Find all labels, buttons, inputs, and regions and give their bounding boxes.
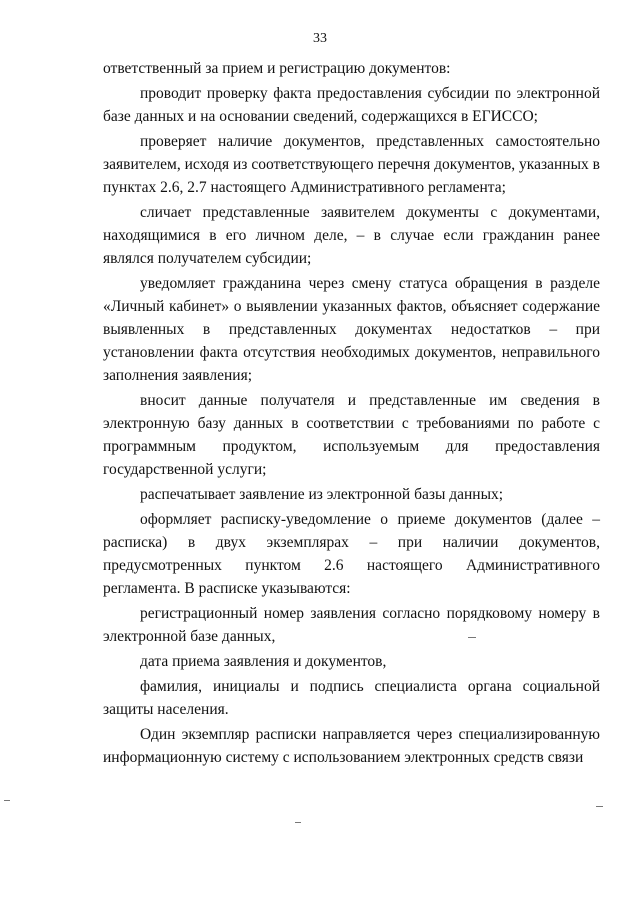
document-body — [103, 57, 600, 771]
paragraph-compare-documents: сличает представленные заявителем документы с документами, находящимися в его личном деле, – в случае если гражданин ранее являлся получателем субсидии; — [103, 204, 600, 267]
paragraph-intro: ответственный за прием и регистрацию документов: — [103, 60, 451, 77]
scan-speck — [4, 800, 10, 801]
paragraph-check-documents: проверяет наличие документов, представленных самостоятельно заявителем, исходя из соответствующего перечня документов, указанных в пунктах 2.6, 2.7 настоящего Административного регламента; — [103, 133, 600, 196]
paragraph-notify-citizen: уведомляет гражданина через смену статуса обращения в разделе «Личный кабинет» о выявлении указанных фактов, объясняет содержание выявленных в представленных документах недостатков – при установлении факта отсутствия необходимых документов, неправильного заполнения заявления; — [103, 275, 600, 384]
paragraph-check-subsidy: проводит проверку факта предоставления субсидии по электронной базе данных и на основании сведений, содержащихся в ЕГИССО; — [103, 85, 600, 125]
scan-speck — [596, 806, 603, 807]
paragraph-receipt-date: дата приема заявления и документов, — [140, 653, 387, 670]
paragraph-registration-number: регистрационный номер заявления согласно порядковому номеру в электронной базе данных, — [103, 605, 600, 645]
paragraph-receipt-copy: Один экземпляр расписки направляется через специализированную информационную систему с использованием электронных средств связи — [103, 726, 600, 766]
paragraph-print-application: распечатывает заявление из электронной базы данных; — [140, 486, 504, 503]
scan-speck — [295, 822, 301, 823]
paragraph-specialist-signature: фамилия, инициалы и подпись специалиста органа социальной защиты населения. — [103, 678, 600, 718]
scan-speck — [468, 637, 476, 638]
paragraph-issue-receipt: оформляет расписку-уведомление о приеме документов (далее – расписка) в двух экземплярах – при наличии документов, предусмотренных пунктом 2.6 настоящего Административного регламента. В расписке указываются: — [103, 511, 600, 597]
paragraph-enter-data: вносит данные получателя и представленные им сведения в электронную базу данных в соответствии с требованиями по работе с программным продуктом, используемым для предоставления государственной услуги; — [103, 392, 600, 478]
page-number: 33 — [313, 31, 327, 46]
